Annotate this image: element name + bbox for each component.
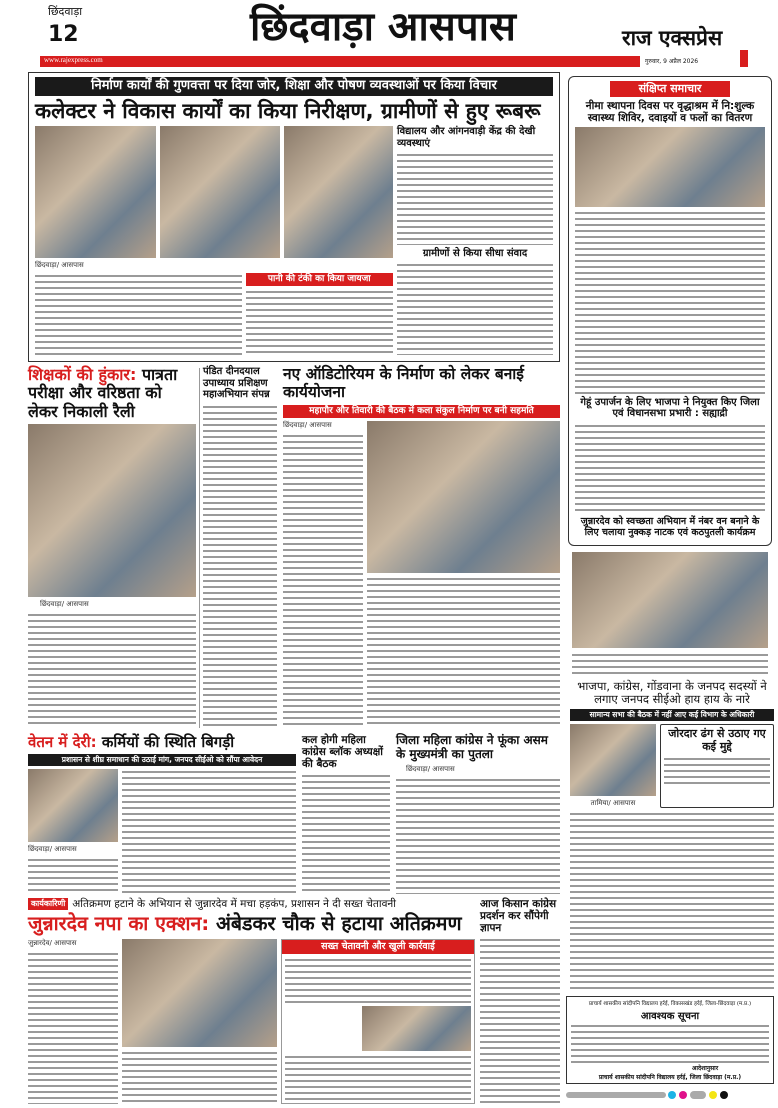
janpad-box-head: जोरदार ढंग से उठाए गए कई मुद्दे <box>668 727 766 753</box>
notice-org: प्राचार्य शासकीय सांदीपनि विद्यालय हर्रई, विकासखंड हर्रई, जिला-छिंदवाड़ा (म.प्र.) <box>588 1001 752 1007</box>
brief-photo-1 <box>575 127 765 207</box>
teachers-photo <box>28 424 196 597</box>
encroach-box-text <box>285 957 471 1003</box>
kisan-story <box>480 898 560 1104</box>
encroach-story <box>28 898 475 1104</box>
lead-body-text <box>35 273 242 355</box>
header-bar <box>40 56 640 67</box>
encroach-headline <box>28 913 475 935</box>
gray-mark <box>690 1091 706 1099</box>
janpad-body-text <box>570 811 774 992</box>
registration-bar <box>566 1092 666 1098</box>
lead-body-text <box>397 262 553 355</box>
janpad-box <box>660 724 774 808</box>
kisan-headline: आज किसान कांग्रेस प्रदर्शन कर सौंपेगी ज्ञापन <box>480 898 557 935</box>
notice-body-text <box>571 1023 769 1063</box>
janpad-photo <box>570 724 656 796</box>
encroach-dateline: जुन्नारदेव/ आसपास <box>28 938 77 947</box>
salary-headline <box>28 734 296 751</box>
encroach-photo <box>122 939 277 1047</box>
teachers-headline-text: पात्रता परीक्षा और वरिष्ठता को लेकर निकाली रैली <box>28 365 178 421</box>
date: गुरुवार, 9 अप्रैल 2026 <box>645 58 699 65</box>
salary-dateline: छिंदवाड़ा/ आसपास <box>28 845 77 854</box>
brief-headline-1: नीमा स्थापना दिवस पर वृद्धाश्रम में नि:शुल्क स्वास्थ्य शिविर, दवाइयों व फलों का वितरण <box>585 100 755 125</box>
encroach-box-photo <box>362 1006 471 1052</box>
effigy-headline: जिला महिला कांग्रेस ने फूंका असम के मुख्यमंत्री का पुतला <box>396 733 548 761</box>
encroach-label: कार्यकारिणी <box>28 898 68 910</box>
auditorium-dateline: छिंदवाड़ा/ आसपास <box>283 421 332 430</box>
brief-label: संक्षिप्त समाचार <box>610 81 730 97</box>
auditorium-headline: नए ऑडिटोरियम के निर्माण को लेकर बनाई कार्ययोजना <box>283 365 524 401</box>
notice-sign-1: आदेशानुसार <box>691 1065 719 1072</box>
encroach-box-text <box>285 1054 471 1100</box>
encroach-kicker: अतिक्रमण हटाने के अभियान से जुन्नारदेव में मचा हड़कंप, प्रशासन ने दी सख्त चेतावनी <box>72 898 396 910</box>
auditorium-sub: महापौर और तिवारी की बैठक में कला संकुल निर्माण पर बनी सहमति <box>283 405 560 419</box>
salary-photo <box>28 769 118 842</box>
paper-name: राज एक्सप्रेस <box>622 26 723 50</box>
teachers-headline <box>28 366 196 421</box>
meeting-story <box>302 734 390 894</box>
lead-sub-1: विद्यालय और आंगनवाड़ी केंद्र की देखी व्यवस्थाएं <box>397 126 536 149</box>
black-dot <box>720 1091 728 1099</box>
teachers-body-text <box>28 612 196 728</box>
encroach-body-text <box>122 1050 277 1104</box>
notice-ad <box>566 996 774 1084</box>
training-headline: पंडित दीनदयाल उपाध्याय प्रशिक्षण महाअभियान संपन्न <box>203 366 270 400</box>
notice-title: आवश्यक सूचना <box>640 1011 700 1022</box>
encroach-headline-red: जुन्नारदेव नपा का एक्शन: <box>28 912 210 936</box>
encroach-headline-text: अंबेडकर चौक से हटाया अतिक्रमण <box>215 912 462 936</box>
auditorium-body-text <box>367 576 560 728</box>
encroach-box-head: सख्त चेतावनी और खुली कार्रवाई <box>282 940 474 954</box>
effigy-dateline: छिंदवाड़ा/ आसपास <box>406 764 455 773</box>
brief-news-box <box>568 76 772 546</box>
salary-headline-text: कर्मियों की स्थिति बिगड़ी <box>101 733 235 751</box>
teachers-headline-red: शिक्षकों की हुंकार: <box>28 365 137 384</box>
meeting-body-text <box>302 773 390 894</box>
auditorium-photo <box>367 421 560 573</box>
training-body-text <box>203 404 277 729</box>
effigy-body-text <box>396 777 560 894</box>
lead-kicker: निर्माण कार्यों की गुणवत्ता पर दिया जोर, शिक्षा और पोषण व्यवस्थाओं पर किया विचार <box>35 77 553 96</box>
auditorium-story <box>283 366 560 728</box>
page-number: 12 <box>48 22 79 47</box>
encroach-box <box>281 939 475 1104</box>
salary-body-text <box>122 769 296 894</box>
lead-sub-2: पानी की टंकी का किया जायजा <box>246 273 394 287</box>
yellow-dot <box>709 1091 717 1099</box>
lead-photo-3 <box>284 126 393 258</box>
salary-story <box>28 734 296 894</box>
lead-body-text <box>246 289 394 355</box>
janpad-box-text <box>664 756 770 786</box>
kisan-body-text <box>480 937 560 1104</box>
column-rule <box>199 368 200 728</box>
lead-sub-3: ग्रामीणों से किया सीधा संवाद <box>422 247 528 259</box>
encroach-body-text <box>28 951 118 1104</box>
magenta-dot <box>679 1091 687 1099</box>
meeting-headline: कल होगी महिला कांग्रेस ब्लॉक अध्यक्षों की बैठक <box>302 734 383 771</box>
brief-headline-2: गेहूं उपार्जन के लिए भाजपा ने नियुक्त किए जिला एवं विधानसभा प्रभारी : सह्याद्री <box>580 396 760 420</box>
section-title: छिंदवाड़ा आसपास <box>250 4 516 50</box>
salary-body-text <box>28 857 118 894</box>
edition-name: छिंदवाड़ा <box>48 5 83 18</box>
brief-body-text <box>575 423 765 515</box>
janpad-headline: भाजपा, कांग्रेस, गोंडवाना के जनपद सदस्यों ने लगाए जनपद सीईओ हाय हाय के नारे <box>577 679 767 707</box>
salary-headline-red: वेतन में देरी: <box>28 733 97 751</box>
brief-body-text <box>575 210 765 393</box>
lead-photo-1 <box>35 126 156 258</box>
teachers-story <box>28 366 196 728</box>
janpad-sub: सामान्य सभा की बैठक में नहीं आए कई विभाग के अधिकारी <box>570 709 774 721</box>
janpad-dateline: तामिया/ आसपास <box>590 799 636 808</box>
cyan-dot <box>668 1091 676 1099</box>
janpad-story <box>570 680 774 992</box>
lead-story <box>28 72 560 362</box>
effigy-story <box>396 734 560 894</box>
brief-headline-3: जुन्नारदेव को स्वच्छता अभियान में नंबर वन बनाने के लिए चलाया नुक्कड़ नाटक एवं कठपुतली कार्यक्रम <box>580 516 760 539</box>
lead-photo-2 <box>160 126 281 258</box>
salary-sub: प्रशासन से शीघ्र समाधान की उठाई मांग, जनपद सीईओ को सौंपा आवेदन <box>28 754 296 766</box>
site-url: www.rajexpress.com <box>44 56 103 64</box>
brief-caption <box>572 652 768 674</box>
header-accent <box>740 50 748 67</box>
lead-body-text <box>397 152 553 245</box>
training-story <box>203 366 277 728</box>
auditorium-body-text <box>283 433 363 728</box>
color-registration-marks <box>668 1091 728 1099</box>
lead-headline: कलेक्टर ने विकास कार्यों का किया निरीक्षण, ग्रामीणों से हुए रूबरू <box>35 98 541 123</box>
teachers-dateline: छिंदवाड़ा/ आसपास <box>40 600 89 609</box>
notice-sign-2: प्राचार्य शासकीय सांदीपनि विद्यालय हर्रई, जिला छिंदवाड़ा (म.प्र.) <box>598 1074 742 1081</box>
lead-dateline: छिंदवाड़ा/ आसपास <box>35 260 84 269</box>
brief-photo-3 <box>572 552 768 648</box>
